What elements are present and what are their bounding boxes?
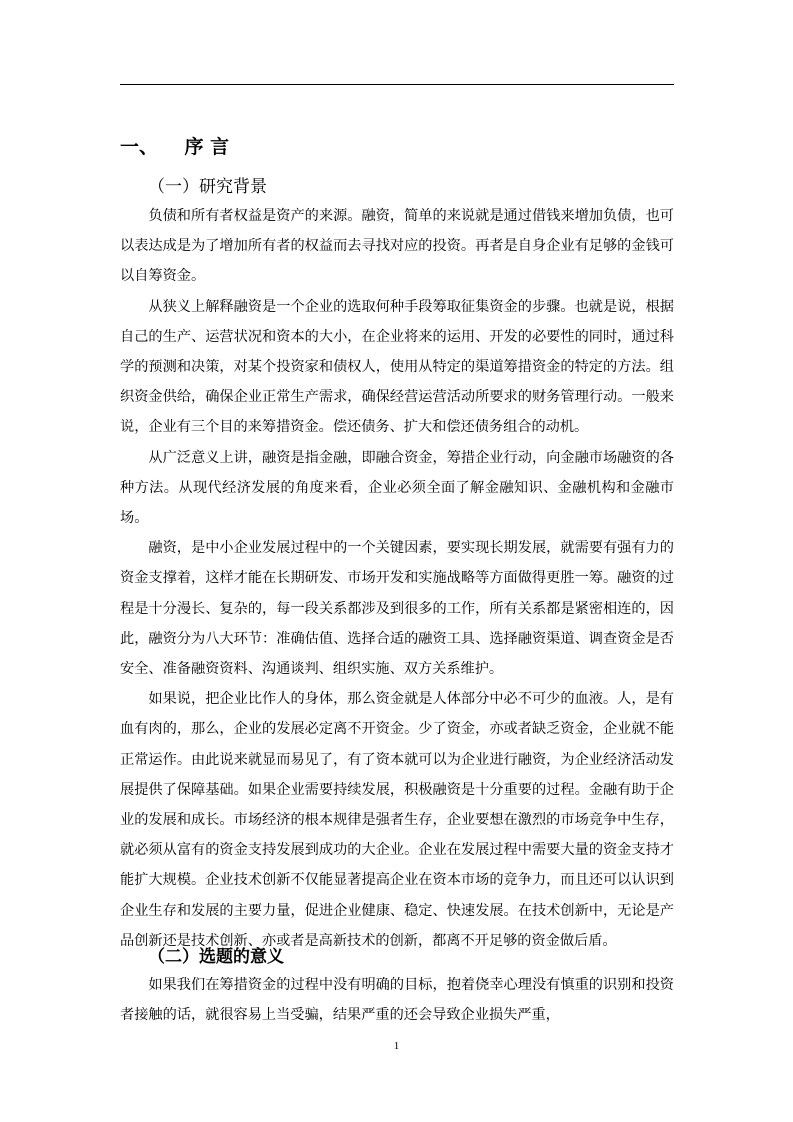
page-number: 1 <box>393 1040 400 1052</box>
section-body-significance <box>120 970 674 1030</box>
paragraph: 如果我们在筹措资金的过程中没有明确的目标，抱着侥幸心理没有慎重的识别和投资者接触的话，就很容易上当受骗，结果严重的还会导致企业损失严重， <box>120 977 674 1024</box>
section-heading-significance: （二）选题的意义 <box>148 947 284 967</box>
header-rule <box>120 84 674 85</box>
paragraph: 如果说，把企业比作人的身体，那么资金就是人体部分中必不可少的血液。人，是有血有肉的，那么，企业的发展必定离不开资金。少了资金，亦或者缺乏资金，企业就不能正常运作。由此说来就显而易见了，有了资本就可以为企业进行融资，为企业经济活动发展提供了保障基础。如果企业需要持续发展，积极融资是十分重要的过程。金融有助于企业的发展和成长。市场经济的根本规律是强者生存，企业要想在激烈的市场竞争中生存，就必须从富有的资金支持发展到成功的大企业。企业在发展过程中需要大量的资金支持才能扩大规模。企业技术创新不仅能显著提高企业在资本市场的竞争力，而且还可以认识到企业生存和发展的主要力量，促进企业健康、稳定、快速发展。在技术创新中，无论是产品创新还是技术创新、亦或者是高新技术的创新，都离不开足够的资金做后盾。 <box>120 691 674 949</box>
paragraph: 从狭义上解释融资是一个企业的选取何种手段筹取征集资金的步骤。也就是说，根据自己的生产、运营状况和资本的大小，在企业将来的运用、开发的必要性的同时，通过科学的预测和决策，对某个投资家和债权人，使用从特定的渠道筹措资金的特定的方法。组织资金供给，确保企业正常生产需求，确保经营运营活动所要求的财务管理行动。一般来说，企业有三个目的来筹措资金。偿还债务、扩大和偿还债务组合的动机。 <box>120 298 674 436</box>
section-heading-background: （一）研究背景 <box>148 177 267 197</box>
chapter-title: 序 言 <box>184 136 230 158</box>
section-body-background <box>120 201 674 956</box>
paragraph: 融资，是中小企业发展过程中的一个关键因素，要实现长期发展，就需要有强有力的资金支撑着，这样才能在长期研发、市场开发和实施战略等方面做得更胜一筹。融资的过程是十分漫长、复杂的，每一段关系都涉及到很多的工作，所有关系都是紧密相连的，因此，融资分为八大环节：准确估值、选择合适的融资工具、选择融资渠道、调查资金是否安全、准备融资资料、沟通谈判、组织实施、双方关系维护。 <box>120 540 674 678</box>
paragraph: 从广泛意义上讲，融资是指金融，即融合资金，筹措企业行动，向金融市场融资的各种方法。从现代经济发展的角度来看，企业必须全面了解金融知识、金融机构和金融市场。 <box>120 449 674 527</box>
chapter-number: 一、 <box>120 136 159 158</box>
chapter-heading <box>120 133 229 161</box>
paragraph: 负债和所有者权益是资产的来源。融资，简单的来说就是通过借钱来增加负债，也可以表达成是为了增加所有者的权益而去寻找对应的投资。再者是自身企业有足够的金钱可以自筹资金。 <box>120 208 674 285</box>
